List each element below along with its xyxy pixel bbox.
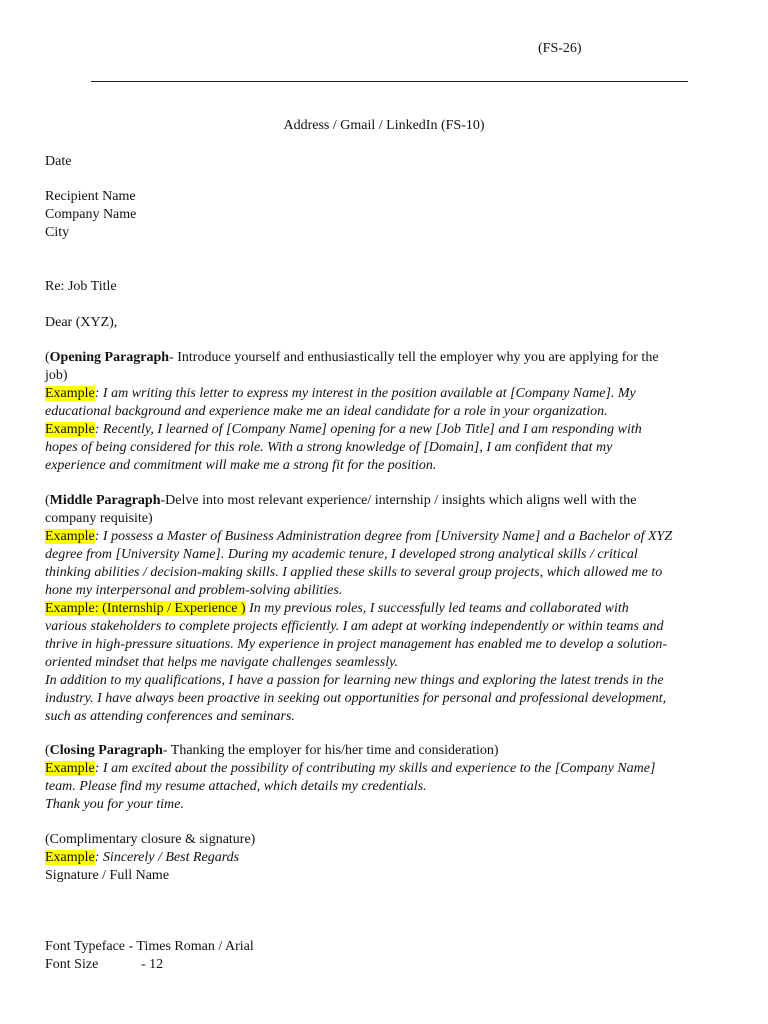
middle-extra: In addition to my qualifications, I have a passion for learning new things and exploring the latest trends in the bbox=[45, 673, 664, 688]
re-text: Re: Job Title bbox=[45, 279, 117, 294]
form-code: (FS-26) bbox=[538, 41, 582, 56]
date-block bbox=[45, 153, 725, 171]
contact-header: Address / Gmail / LinkedIn (FS-10) bbox=[283, 118, 485, 133]
opening-desc-cont: job) bbox=[45, 368, 68, 383]
date-text: Date bbox=[45, 154, 72, 169]
closing-example: Example: I am excited about the possibility of contributing my skills and experience to the [Company Name] bbox=[45, 761, 656, 776]
closing-title: Closing Paragraph bbox=[49, 743, 163, 758]
opening-paragraph: (Opening Paragraph- Introduce yourself and enthusiastically tell the employer why you are applying for the job) Example: I am writing this letter to express my interest in the position available at [Company Name]. My educational background and experience make me an ideal candidate for a role in your organization. Example: Recently, I learned of [Company Name] opening for a new [Job Title] and I am responding with hopes of being considered for this role. With a strong knowledge of [Domain], I am confident that my experience and commitment will make me a strong fit for the position. bbox=[45, 349, 725, 475]
company-name: Company Name bbox=[45, 207, 137, 222]
city: City bbox=[45, 225, 70, 240]
complimentary-example: Example: Sincerely / Best Regards bbox=[45, 850, 240, 865]
example-highlight: Example bbox=[45, 761, 95, 776]
recipient-block bbox=[45, 188, 725, 242]
opening-title: Opening Paragraph bbox=[49, 350, 170, 365]
horizontal-rule bbox=[91, 81, 688, 82]
recipient-name: Recipient Name bbox=[45, 189, 136, 204]
internship-tag: (Internship / Experience ) bbox=[102, 601, 246, 616]
middle-desc-cont: company requisite) bbox=[45, 511, 153, 526]
font-size: Font Size - 12 bbox=[45, 957, 164, 972]
example-highlight: Example bbox=[45, 850, 95, 865]
middle-example-2: Example: (Internship / Experience ) In my previous roles, I successfully led teams and collaborated with bbox=[45, 601, 629, 616]
closing-paragraph: (Closing Paragraph- Thanking the employer for his/her time and consideration) Example: I am excited about the possibility of contributing my skills and experience to the [Company Name] team. Please find my resume attached, which details my credentials. Thank you for your time. bbox=[45, 742, 725, 814]
middle-title: Middle Paragraph bbox=[49, 493, 161, 508]
example-highlight: Example bbox=[45, 386, 95, 401]
font-typeface: Font Typeface - Times Roman / Arial bbox=[45, 939, 254, 954]
complimentary-block bbox=[45, 831, 725, 885]
opening-example-1: Example: I am writing this letter to express my interest in the position available at [Company Name]. My bbox=[45, 386, 636, 401]
font-notes bbox=[45, 938, 725, 974]
closing-heading: (Closing Paragraph- Thanking the employer for his/her time and consideration) bbox=[45, 743, 499, 758]
salutation-block bbox=[45, 314, 725, 332]
complimentary-title: (Complimentary closure & signature) bbox=[45, 832, 256, 847]
example-highlight: Example bbox=[45, 422, 95, 437]
middle-paragraph: (Middle Paragraph-Delve into most relevant experience/ internship / insights which aligns well with the company requisite) Example: I possess a Master of Business Administration degree from [University Name] and a Bachelor of XYZ degree from [University Name]. During my academic tenure, I developed strong analytical skills / critical thinking abilities / decision-making skills. I applied these skills to several group projects, which allowed me to hone my interpersonal and problem-solving abilities. Example: (Internship / Experience ) In my previous roles, I successfully led teams and collaborated with various stakeholders to complete projects efficiently. I am adept at working independently or within teams and thrive in high-pressure situations. My experience in project management has enabled me to develop a solution- oriented mindset that helps me navigate challenges seamlessly. In addition to my qualifications, I have a passion for learning new things and exploring the latest trends in the industry. I have always been proactive in seeking out opportunities for personal and professional development, such as attending conferences and seminars. bbox=[45, 492, 725, 726]
example-highlight: Example bbox=[45, 529, 95, 544]
re-line bbox=[45, 278, 725, 296]
middle-example-1: Example: I possess a Master of Business Administration degree from [University Name] and a Bachelor of XYZ bbox=[45, 529, 673, 544]
salutation: Dear (XYZ), bbox=[45, 315, 118, 330]
opening-example-2: Example: Recently, I learned of [Company Name] opening for a new [Job Title] and I am responding with bbox=[45, 422, 642, 437]
example-highlight: Example: (Internship / Experience ) bbox=[45, 601, 246, 616]
middle-heading: (Middle Paragraph-Delve into most relevant experience/ internship / insights which aligns well with the bbox=[45, 493, 637, 508]
signature-line: Signature / Full Name bbox=[45, 868, 170, 883]
opening-heading: (Opening Paragraph- Introduce yourself and enthusiastically tell the employer why you are applying for the bbox=[45, 350, 659, 365]
